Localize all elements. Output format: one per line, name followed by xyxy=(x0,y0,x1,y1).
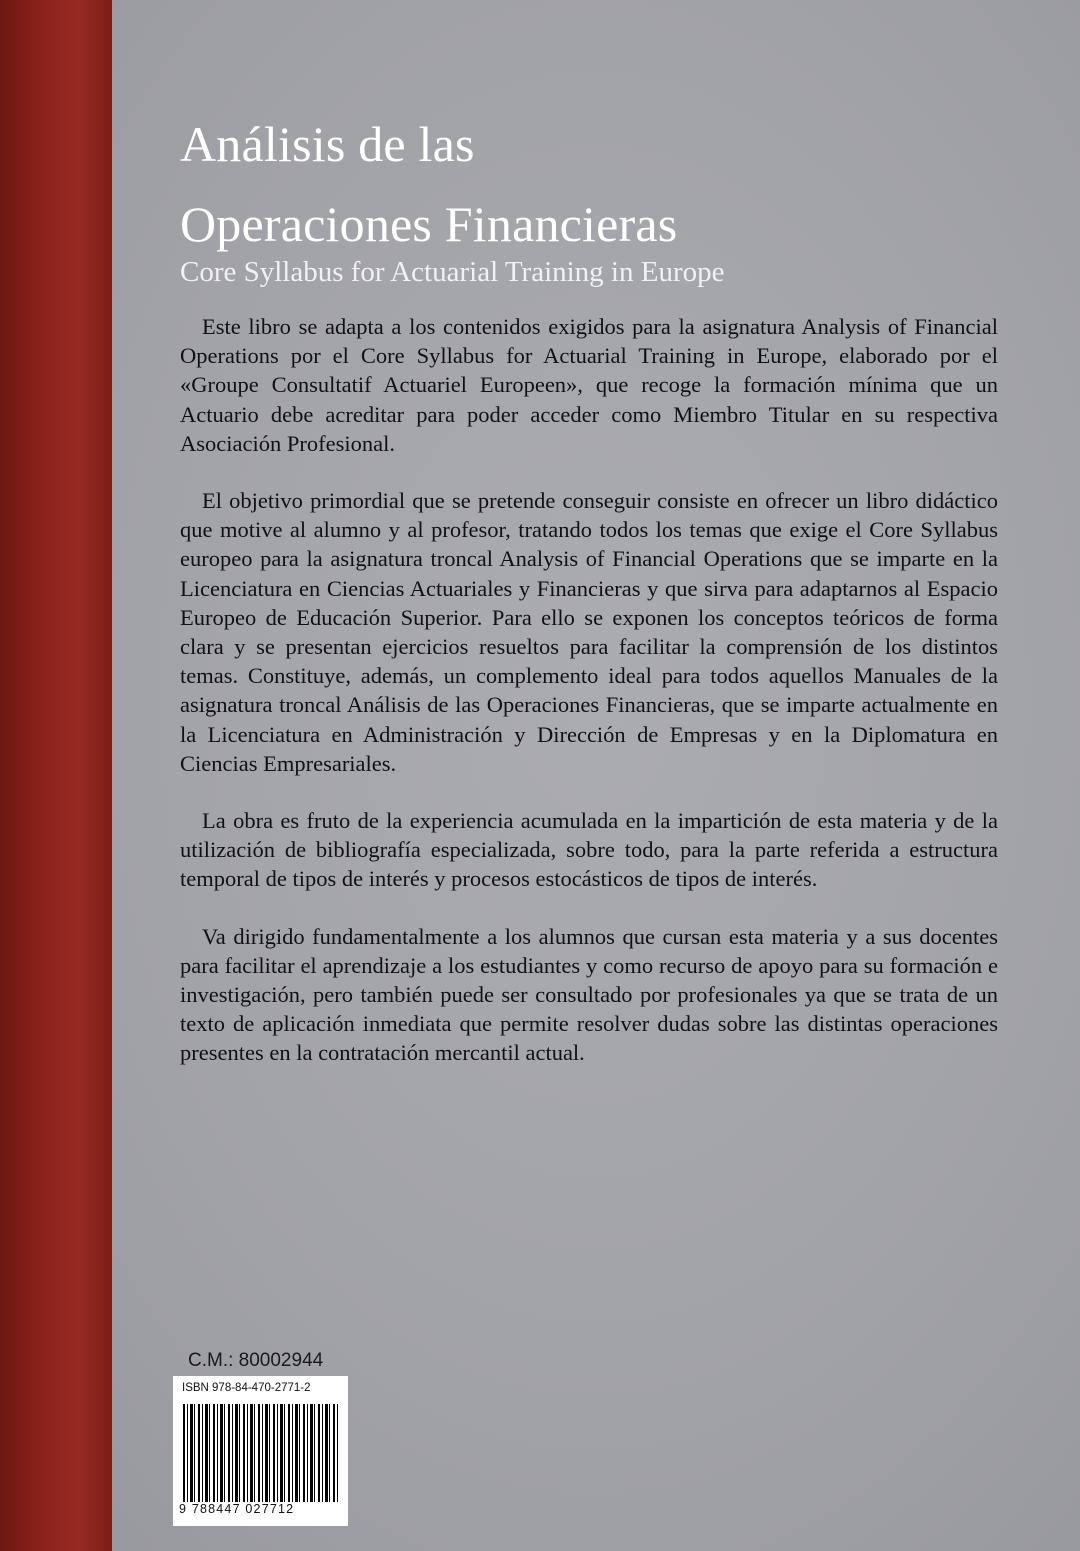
spine-band xyxy=(0,0,112,1551)
blurb xyxy=(180,312,998,1096)
blurb-paragraph-4: Va dirigido fundamentalmente a los alumnos que cursan esta materia y a sus docentes para facilitar el aprendizaje a los estudiantes y como recurso de apoyo para su formación e investigación, pero también puede ser consultado por profesionales ya que se trata de un texto de aplicación inmediata que permite resolver dudas sobre las distintas operaciones presentes en la contratación mercantil actual. xyxy=(180,923,998,1066)
book-subtitle: Core Syllabus for Actuarial Training in Europe xyxy=(180,256,725,288)
book-title xyxy=(180,104,1060,264)
barcode-icon xyxy=(183,1404,339,1502)
title-line-2: Operaciones Financieras xyxy=(180,196,678,252)
title-line-1: Análisis de las xyxy=(180,116,475,172)
barcode-label xyxy=(173,1376,348,1526)
isbn-text: ISBN 978-84-470-2771-2 xyxy=(182,1382,311,1394)
blurb-paragraph-3: La obra es fruto de la experiencia acumulada en la impartición de esta materia y de la utilización de bibliografía especializada, sobre todo, para la parte referida a estructura temporal de tipos de interés y procesos estocásticos de tipos de interés. xyxy=(180,808,998,892)
blurb-paragraph-1: Este libro se adapta a los contenidos exigidos para la asignatura Analysis of Financial Operations por el Core Syllabus for Actuarial Training in Europe, elaborado por el «Groupe Consultatif Actuariel Europeen», que recoge la formación mínima que un Actuario debe acreditar para poder acceder como Miembro Titular en su respectiva Asociación Profesional. xyxy=(180,314,998,456)
catalog-code: C.M.: 80002944 xyxy=(188,1350,324,1371)
barcode-digits: 9 788447 027712 xyxy=(179,1502,343,1516)
blurb-paragraph-2: El objetivo primordial que se pretende conseguir consiste en ofrecer un libro didáctico que motive al alumno y al profesor, tratando todos los temas que exige el Core Syllabus europeo para la asignatura troncal Analysis of Financial Operations que se imparte en la Licenciatura en Ciencias Actuariales y Financieras y que sirva para adaptarnos al Espacio Europeo de Educación Superior. Para ello se exponen los conceptos teóricos de forma clara y se presentan ejercicios resueltos para facilitar la comprensión de los distintos temas. Constituye, además, un complemento ideal para todos aquellos Manuales de la asignatura troncal Análisis de las Operaciones Financieras, que se imparte actualmente en la Licenciatura en Administración y Dirección de Empresas y en la Diplomatura en Ciencias Empresariales. xyxy=(180,488,998,776)
